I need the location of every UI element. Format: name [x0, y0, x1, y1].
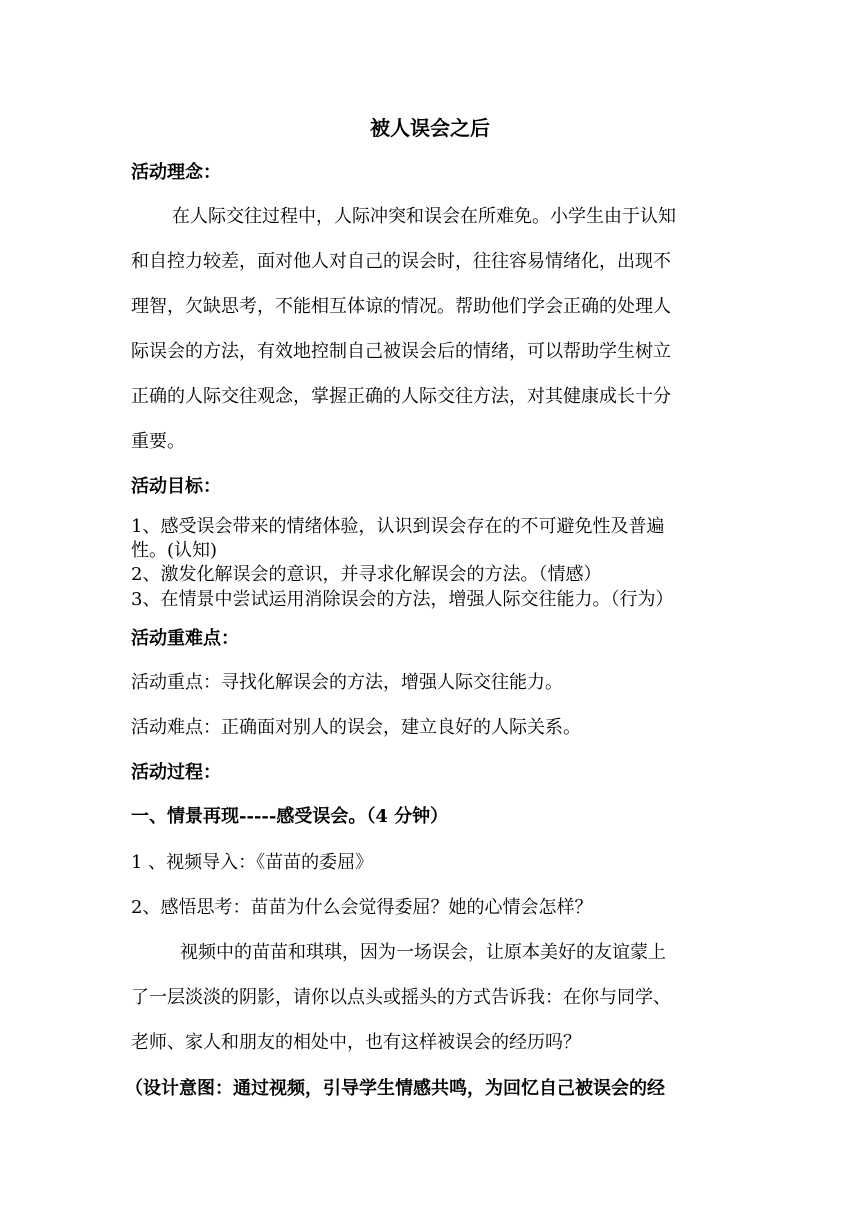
- concept-line-1: 在人际交往过程中，人际冲突和误会在所难免。小学生由于认知: [172, 206, 676, 227]
- concept-line-3: 理智，欠缺思考，不能相互体谅的情况。帮助他们学会正确的处理人: [131, 296, 671, 317]
- concept-line-2: 和自控力较差，面对他人对自己的误会时，往往容易情绪化，出现不: [131, 251, 671, 272]
- design-intent: （设计意图：通过视频，引导学生情感共鸣，为回忆自己被误会的经: [125, 1078, 665, 1099]
- step1-heading: 一、情景再现-----感受误会。（4 分钟）: [131, 806, 449, 827]
- concept-heading: 活动理念：: [131, 162, 221, 183]
- goals-heading: 活动目标：: [131, 476, 221, 497]
- concept-line-5: 正确的人际交往观念，掌握正确的人际交往方法，对其健康成长十分: [131, 386, 671, 407]
- goal-line-2: 性。(认知): [131, 540, 218, 561]
- step1-para-line-3: 老师、家人和朋友的相处中，也有这样被误会的经历吗？: [131, 1032, 581, 1053]
- key-point: 活动重点：寻找化解误会的方法，增强人际交往能力。: [131, 672, 563, 693]
- concept-line-6: 重要。: [131, 431, 185, 452]
- goal-line-1: 1、感受误会带来的情绪体验，认识到误会存在的不可避免性及普遍: [131, 516, 665, 537]
- goal-line-3: 2、激发化解误会的意识，并寻求化解误会的方法。（情感）: [131, 564, 602, 585]
- difficult-point: 活动难点：正确面对别人的误会，建立良好的人际关系。: [131, 717, 581, 738]
- step1-para-line-1: 视频中的苗苗和琪琪，因为一场误会，让原本美好的友谊蒙上: [180, 942, 666, 963]
- key-heading: 活动重难点：: [131, 628, 239, 649]
- process-heading: 活动过程：: [131, 762, 221, 783]
- step1-item-2: 2、感悟思考：苗苗为什么会觉得委屈？她的心情会怎样？: [131, 897, 593, 918]
- step1-item-1: 1 、视频导入：《苗苗的委屈》: [131, 852, 374, 873]
- step1-para-line-2: 了一层淡淡的阴影，请你以点头或摇头的方式告诉我：在你与同学、: [131, 987, 671, 1008]
- document-title: 被人误会之后: [370, 116, 490, 140]
- concept-line-4: 际误会的方法，有效地控制自己被误会后的情绪，可以帮助学生树立: [131, 341, 671, 362]
- goal-line-4: 3、在情景中尝试运用消除误会的方法，增强人际交往能力。（行为）: [131, 589, 674, 610]
